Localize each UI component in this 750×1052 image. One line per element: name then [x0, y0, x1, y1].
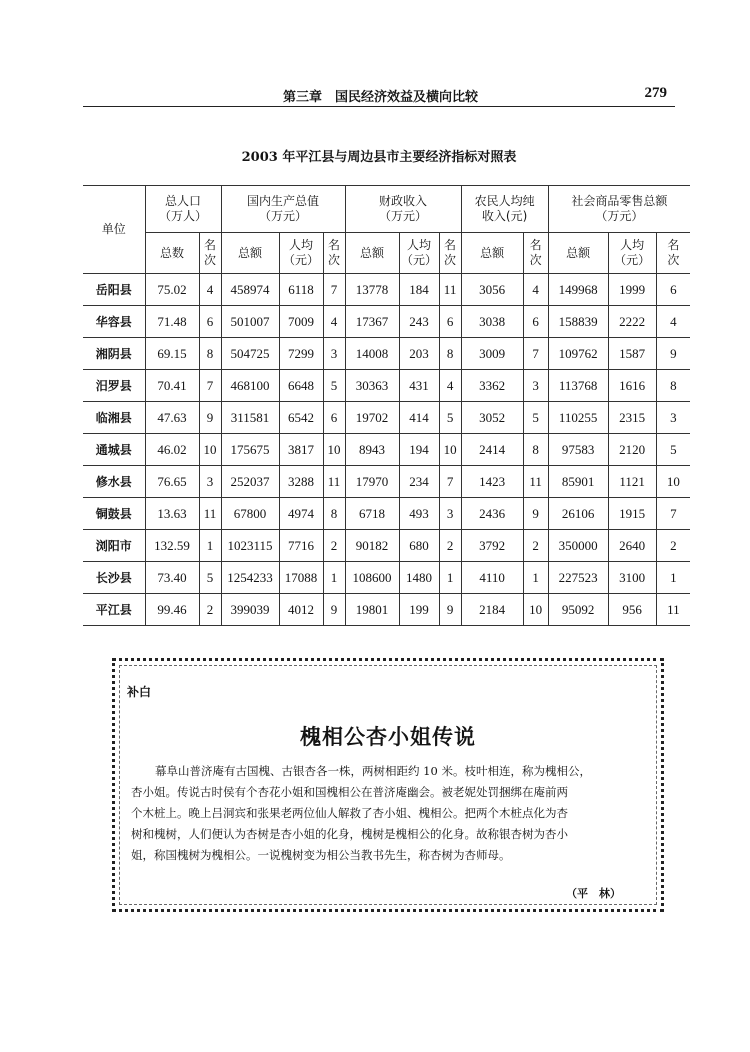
table-cell: 3: [199, 466, 221, 498]
table-cell: 6648: [279, 370, 323, 402]
table-row: [83, 274, 690, 306]
table-row: [83, 498, 690, 530]
table-cell: 17970: [345, 466, 399, 498]
table-cell: 6: [199, 306, 221, 338]
subheader-rank: 名 次: [323, 233, 345, 274]
table-cell: 10: [439, 434, 461, 466]
group-header-retail: 社会商品零售总额 （万元）: [548, 186, 690, 233]
table-cell: 158839: [548, 306, 608, 338]
table-cell: 1616: [608, 370, 656, 402]
table-cell: 149968: [548, 274, 608, 306]
table-cell: 95092: [548, 594, 608, 626]
table-cell: 4: [323, 306, 345, 338]
table-cell: 194: [399, 434, 439, 466]
table-cell: 2184: [461, 594, 523, 626]
table-cell: 6: [439, 306, 461, 338]
table-cell: 109762: [548, 338, 608, 370]
table-cell: 3: [523, 370, 548, 402]
group-header-population: 总人口 （万人）: [145, 186, 221, 233]
subheader-per-capita: 人均 （元）: [399, 233, 439, 274]
table-cell: 8: [323, 498, 345, 530]
table-cell: 2315: [608, 402, 656, 434]
table-cell: 3009: [461, 338, 523, 370]
table-cell: 468100: [221, 370, 279, 402]
page-number: 279: [644, 85, 667, 101]
table-cell: 13.63: [145, 498, 199, 530]
table-cell: 3: [323, 338, 345, 370]
table-cell: 17088: [279, 562, 323, 594]
table-cell: 2: [439, 530, 461, 562]
table-cell: 11: [199, 498, 221, 530]
table-cell: 11: [439, 274, 461, 306]
subheader-total-count: 总数: [145, 233, 199, 274]
table-cell: 1: [656, 562, 690, 594]
table-cell: 9: [199, 402, 221, 434]
table-cell: 97583: [548, 434, 608, 466]
table-cell: 203: [399, 338, 439, 370]
table-cell: 2: [656, 530, 690, 562]
table-cell: 7299: [279, 338, 323, 370]
table-cell: 4974: [279, 498, 323, 530]
county-name-cell: 通城县: [83, 434, 145, 466]
table-cell: 504725: [221, 338, 279, 370]
table-cell: 8: [523, 434, 548, 466]
table-cell: 4110: [461, 562, 523, 594]
table-cell: 6118: [279, 274, 323, 306]
table-cell: 431: [399, 370, 439, 402]
table-cell: 10: [323, 434, 345, 466]
table-cell: 71.48: [145, 306, 199, 338]
county-name-cell: 临湘县: [83, 402, 145, 434]
story-line: 幕阜山普济庵有古国槐、古银杏各一株，两树相距约 10 米。枝叶相连，称为槐相公，: [155, 764, 591, 778]
table-cell: 3: [439, 498, 461, 530]
county-name-cell: 浏阳市: [83, 530, 145, 562]
subheader-rank: 名 次: [439, 233, 461, 274]
table-cell: 132.59: [145, 530, 199, 562]
subheader-per-capita: 人均 （元）: [608, 233, 656, 274]
table-cell: 4: [656, 306, 690, 338]
running-header: [83, 78, 675, 106]
table-cell: 5: [439, 402, 461, 434]
table-cell: 26106: [548, 498, 608, 530]
table-title: 2003 年平江县与周边县市主要经济指标对照表: [241, 150, 517, 165]
table-cell: 11: [523, 466, 548, 498]
supplement-box: [112, 658, 664, 912]
story-author: （平 林）: [566, 887, 621, 900]
corner-header: 单位: [83, 186, 145, 274]
table-cell: 680: [399, 530, 439, 562]
chapter-title: 第三章 国民经济效益及横向比较: [283, 90, 479, 105]
subheader-rank: 名 次: [523, 233, 548, 274]
table-cell: 8: [439, 338, 461, 370]
story-line: 杏小姐。传说古时侯有个杏花小姐和国槐相公在普济庵幽会。被老妮处罚捆绑在庵前两: [131, 785, 568, 799]
table-cell: 85901: [548, 466, 608, 498]
supplement-label: 补白: [127, 685, 152, 699]
table-cell: 956: [608, 594, 656, 626]
table-row: [83, 402, 690, 434]
table-cell: 3: [656, 402, 690, 434]
table-cell: 76.65: [145, 466, 199, 498]
table-cell: 2222: [608, 306, 656, 338]
table-cell: 1023115: [221, 530, 279, 562]
table-cell: 414: [399, 402, 439, 434]
table-cell: 9: [656, 338, 690, 370]
subheader-total-amount: 总额: [345, 233, 399, 274]
table-cell: 5: [523, 402, 548, 434]
table-cell: 2640: [608, 530, 656, 562]
table-cell: 10: [199, 434, 221, 466]
table-cell: 4012: [279, 594, 323, 626]
table-cell: 199: [399, 594, 439, 626]
table-cell: 350000: [548, 530, 608, 562]
table-cell: 6: [523, 306, 548, 338]
table-cell: 1480: [399, 562, 439, 594]
table-cell: 110255: [548, 402, 608, 434]
table-cell: 3038: [461, 306, 523, 338]
table-cell: 5: [199, 562, 221, 594]
table-cell: 7: [656, 498, 690, 530]
table-cell: 9: [439, 594, 461, 626]
subheader-rank: 名 次: [199, 233, 221, 274]
table-cell: 493: [399, 498, 439, 530]
county-name-cell: 修水县: [83, 466, 145, 498]
table-cell: 13778: [345, 274, 399, 306]
table-cell: 6: [656, 274, 690, 306]
table-cell: 9: [323, 594, 345, 626]
table-cell: 399039: [221, 594, 279, 626]
subheader-total-amount: 总额: [548, 233, 608, 274]
table-cell: 2: [199, 594, 221, 626]
table-cell: 8: [656, 370, 690, 402]
table-cell: 14008: [345, 338, 399, 370]
county-name-cell: 铜鼓县: [83, 498, 145, 530]
table-cell: 1: [323, 562, 345, 594]
table-cell: 3288: [279, 466, 323, 498]
table-cell: 7716: [279, 530, 323, 562]
table-cell: 46.02: [145, 434, 199, 466]
table-cell: 175675: [221, 434, 279, 466]
table-row: [83, 338, 690, 370]
county-name-cell: 华容县: [83, 306, 145, 338]
economic-indicators-table: [83, 185, 690, 626]
table-row: [83, 370, 690, 402]
table-body: [83, 274, 690, 626]
group-header-fiscal: 财政收入 （万元）: [345, 186, 461, 233]
table-cell: 2: [523, 530, 548, 562]
table-cell: 1587: [608, 338, 656, 370]
county-name-cell: 汨罗县: [83, 370, 145, 402]
table-cell: 4: [523, 274, 548, 306]
table-cell: 19702: [345, 402, 399, 434]
story-line: 个木桩上。晚上吕洞宾和张果老两位仙人解救了杏小姐、槐相公。把两个木桩点化为杏: [131, 806, 568, 820]
table-cell: 75.02: [145, 274, 199, 306]
table-cell: 6: [323, 402, 345, 434]
table-cell: 6718: [345, 498, 399, 530]
table-cell: 3052: [461, 402, 523, 434]
table-cell: 3100: [608, 562, 656, 594]
table-row: [83, 306, 690, 338]
table-cell: 17367: [345, 306, 399, 338]
subheader-per-capita: 人均 （元）: [279, 233, 323, 274]
story-line: 树和槐树，人们便认为杏树是杏小姐的化身，槐树是槐相公的化身。故称银杏树为杏小: [131, 827, 568, 841]
table-cell: 1121: [608, 466, 656, 498]
table-cell: 7: [439, 466, 461, 498]
table-cell: 311581: [221, 402, 279, 434]
table-cell: 1915: [608, 498, 656, 530]
table-cell: 3817: [279, 434, 323, 466]
table-cell: 9: [523, 498, 548, 530]
story-line: 姐，称国槐树为槐相公。一说槐树变为相公当教书先生，称杏树为杏师母。: [131, 848, 511, 862]
table-cell: 11: [323, 466, 345, 498]
table-cell: 184: [399, 274, 439, 306]
table-row: [83, 466, 690, 498]
county-name-cell: 平江县: [83, 594, 145, 626]
table-cell: 501007: [221, 306, 279, 338]
table-cell: 67800: [221, 498, 279, 530]
county-name-cell: 长沙县: [83, 562, 145, 594]
table-cell: 8: [199, 338, 221, 370]
story-title: 槐相公杏小姐传说: [300, 724, 476, 749]
table-cell: 5: [323, 370, 345, 402]
table-row: [83, 562, 690, 594]
table-cell: 1999: [608, 274, 656, 306]
table-cell: 70.41: [145, 370, 199, 402]
table-cell: 4: [439, 370, 461, 402]
table-cell: 1: [439, 562, 461, 594]
table-cell: 458974: [221, 274, 279, 306]
table-cell: 1254233: [221, 562, 279, 594]
table-cell: 6542: [279, 402, 323, 434]
table-cell: 7: [523, 338, 548, 370]
table-cell: 7: [323, 274, 345, 306]
table-cell: 3362: [461, 370, 523, 402]
subheader-rank: 名 次: [656, 233, 690, 274]
table-cell: 10: [656, 466, 690, 498]
table-cell: 90182: [345, 530, 399, 562]
table-cell: 234: [399, 466, 439, 498]
table-cell: 73.40: [145, 562, 199, 594]
table-cell: 2436: [461, 498, 523, 530]
county-name-cell: 湘阴县: [83, 338, 145, 370]
table-cell: 2: [323, 530, 345, 562]
table-cell: 19801: [345, 594, 399, 626]
table-cell: 1: [523, 562, 548, 594]
table-cell: 108600: [345, 562, 399, 594]
table-cell: 5: [656, 434, 690, 466]
table-cell: 243: [399, 306, 439, 338]
table-cell: 2120: [608, 434, 656, 466]
table-cell: 113768: [548, 370, 608, 402]
header-rule: [83, 106, 675, 107]
table-row: [83, 530, 690, 562]
story-text: [131, 761, 649, 866]
table-row: [83, 434, 690, 466]
table-cell: 7: [199, 370, 221, 402]
table-cell: 1423: [461, 466, 523, 498]
subheader-total-amount: 总额: [221, 233, 279, 274]
table-cell: 99.46: [145, 594, 199, 626]
table-cell: 3056: [461, 274, 523, 306]
county-name-cell: 岳阳县: [83, 274, 145, 306]
table-cell: 2414: [461, 434, 523, 466]
subheader-total-amount: 总额: [461, 233, 523, 274]
table-cell: 47.63: [145, 402, 199, 434]
table-cell: 3792: [461, 530, 523, 562]
table-cell: 69.15: [145, 338, 199, 370]
table-cell: 252037: [221, 466, 279, 498]
table-cell: 227523: [548, 562, 608, 594]
table-cell: 11: [656, 594, 690, 626]
table-cell: 30363: [345, 370, 399, 402]
table-cell: 10: [523, 594, 548, 626]
table-cell: 1: [199, 530, 221, 562]
table-cell: 7009: [279, 306, 323, 338]
table-row: [83, 594, 690, 626]
group-header-gdp: 国内生产总值 （万元）: [221, 186, 345, 233]
table-cell: 8943: [345, 434, 399, 466]
table-cell: 4: [199, 274, 221, 306]
group-header-farmer-income: 农民人均纯 收入(元): [461, 186, 548, 233]
